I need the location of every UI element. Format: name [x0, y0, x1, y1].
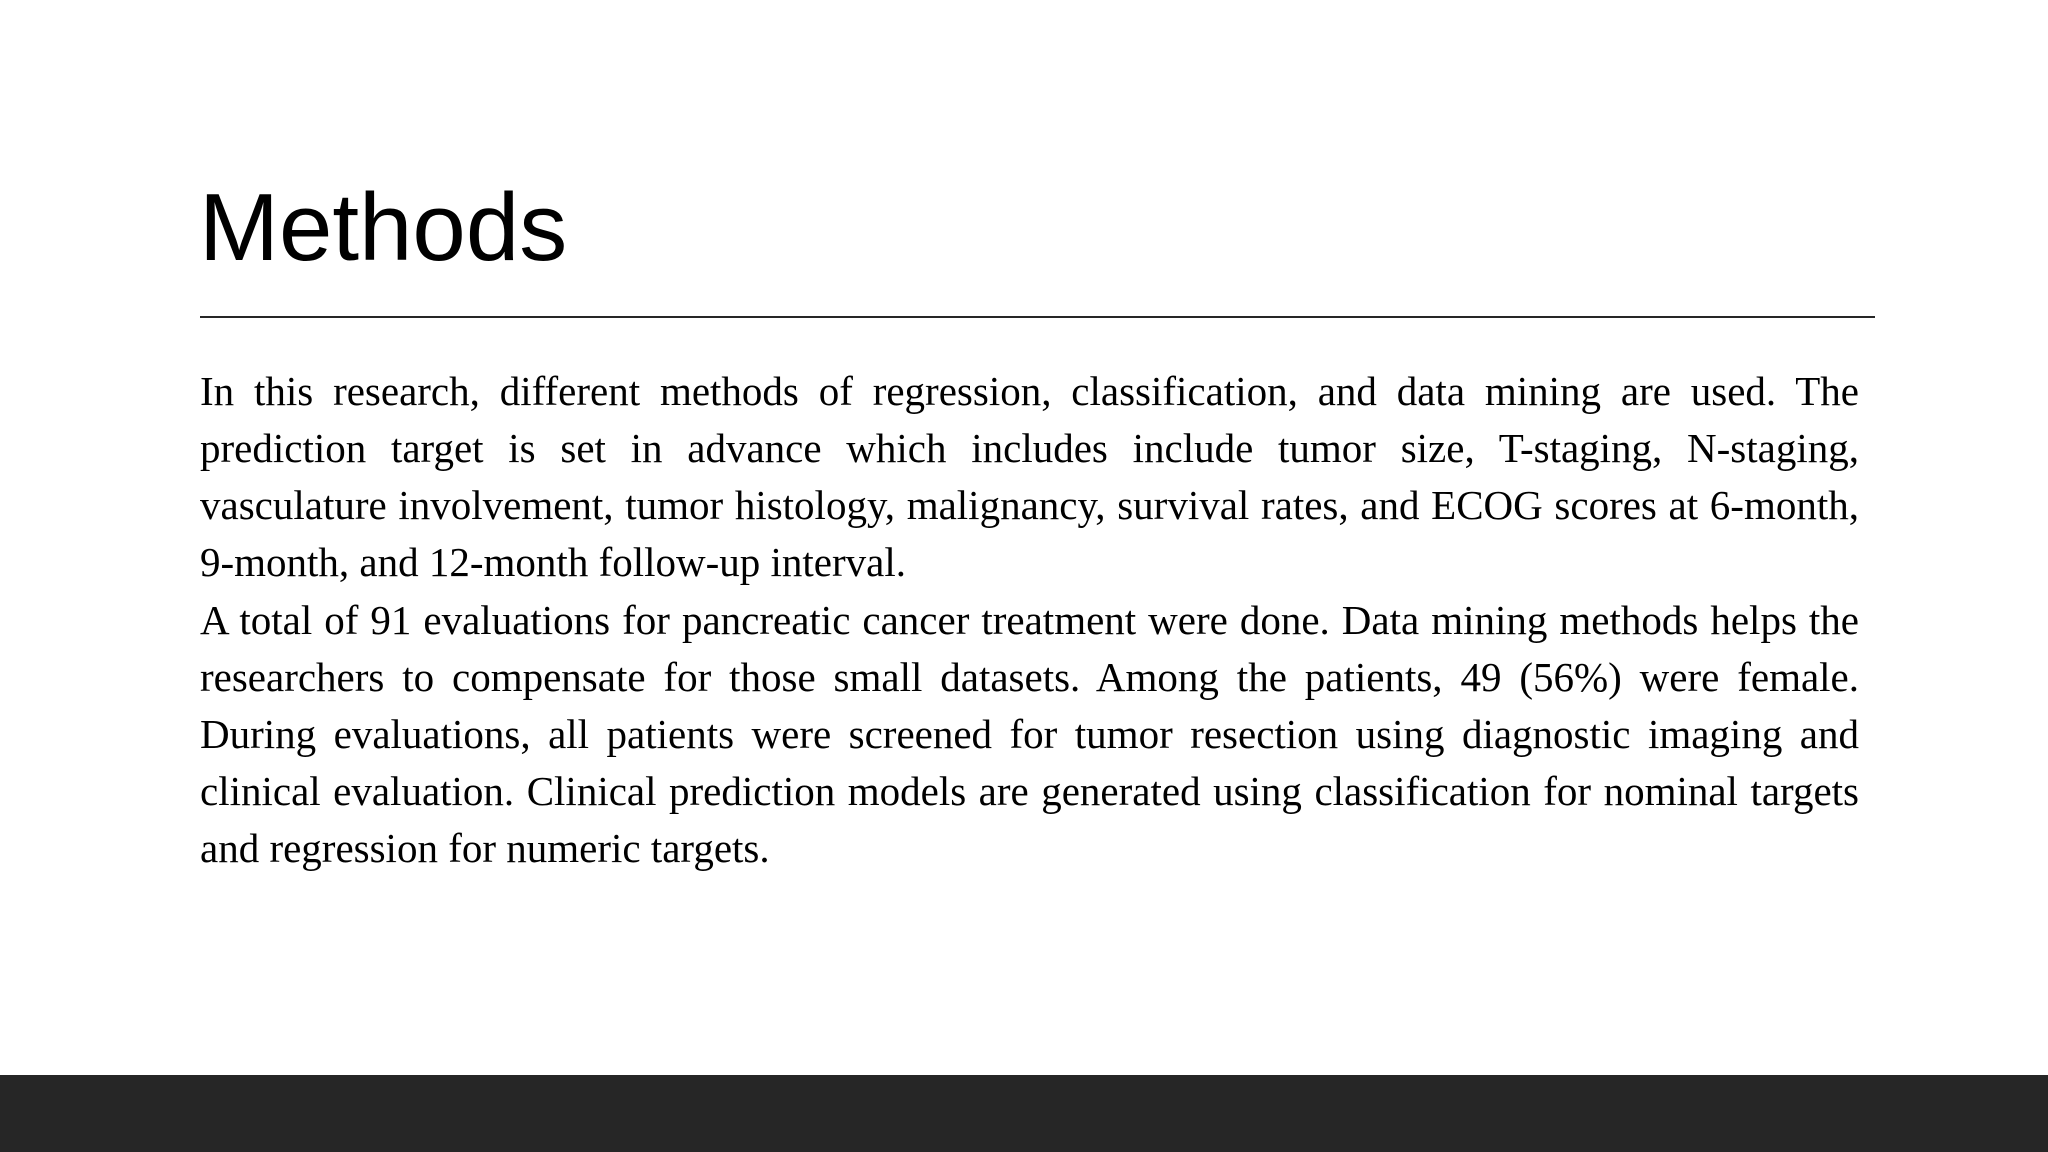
footer-bar — [0, 1075, 2048, 1152]
slide-body — [200, 363, 1859, 878]
body-paragraph-1: In this research, different methods of regression, classification, and data mining are used. The prediction target is set in advance which includes include tumor size, T-staging, N-staging, vasculature involvement, tumor histology, malignancy, survival rates, and ECOG scores at 6-month, 9-month, and 12-month follow-up interval. — [200, 368, 1859, 585]
body-paragraph-2: A total of 91 evaluations for pancreatic cancer treatment were done. Data mining methods helps the researchers to compensate for those small datasets. Among the patients, 49 (56%) were female. During evaluations, all patients were screened for tumor resection using diagnostic imaging and clinical evaluation. Clinical prediction models are generated using classification for nominal targets and regression for numeric targets. — [200, 597, 1859, 871]
slide-title: Methods — [199, 174, 568, 281]
title-divider — [200, 316, 1875, 318]
